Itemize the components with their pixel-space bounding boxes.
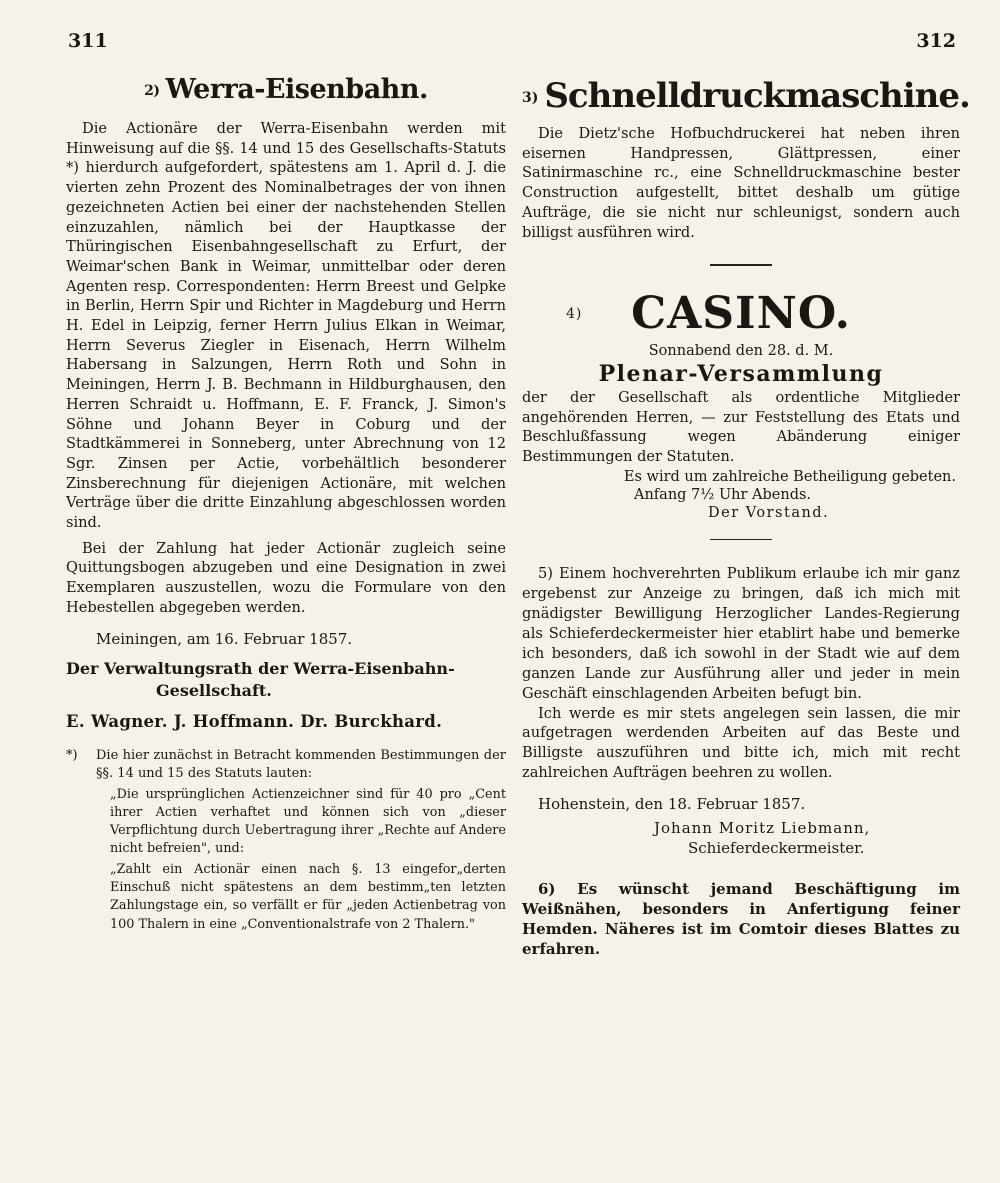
divider <box>710 539 772 540</box>
werra-number: 2) <box>144 83 160 99</box>
schnell-number: 3) <box>522 90 539 106</box>
footnote-intro: Die hier zunächst in Betracht kommenden Bestimmungen der §§. 14 und 15 des Statuts lauten: <box>96 747 506 782</box>
casino-meeting: Plenar-Versammlung <box>598 361 884 388</box>
footnote-quote-1: „Die ursprünglichen Actienzeichner sind für 40 pro „Cent ihrer Actien verhaftet und können sich von „dieser Verpflichtung durch Uebertragung ihrer „Rechte auf Andere nicht befreien", und: <box>110 786 506 857</box>
casino-body: der der Gesellschaft als ordentliche Mitglieder angehörenden Herren, — zur Feststellung des Etats und Beschlußfassung wegen Abänderung einiger Bestimmungen der Statuten. <box>522 390 960 465</box>
casino-date: Sonnabend den 28. d. M. <box>648 343 834 360</box>
ad5-paragraph-2: Ich werde es mir stets angelegen sein lassen, die mir aufgetragen werdenden Arbeiten auf das Beste und Billigste auszuführen und bitte ich, mich mit recht zahlreichen Aufträgen beehren zu wollen. <box>522 704 960 782</box>
ad6-text: 6) Es wünscht jemand Beschäftigung im Weißnähen, besonders in Anfertigung feiner Hemden. Näheres ist im Comtoir dieses Blattes zu erfahren. <box>522 880 960 959</box>
ad5-signature-title: Schieferdeckermeister. <box>688 839 865 858</box>
ad5-paragraph-1: 5) Einem hochverehrten Publikum erlaube ich mir ganz ergebenst zur Anzeige zu bringen, daß ich mich mit gnädigster Bewilligung Herzoglicher Landes-Regierung als Schieferdeckermeister hier etablirt habe und bemerke ich besonders, daß ich sowohl in der Stadt wie auf dem ganzen Lande zur Ausführung aller und jeder in mein Geschäft einschlagenden Arbeiten befugt bin. <box>522 565 960 702</box>
page-number-left: 311 <box>68 30 108 52</box>
werra-title: Werra-Eisenbahn. <box>165 74 428 105</box>
council-line-2: Gesellschaft. <box>156 680 272 700</box>
casino-number: 4) <box>566 306 583 323</box>
schnell-body: Die Dietz'sche Hofbuchdruckerei hat neben ihren eisernen Handpressen, Glättpressen, einer Satinirmaschine rc., eine Schnelldruckmaschine bester Construction aufgestellt, bittet deshalb um gütige Aufträge, die sie nicht nur schleunigst, sondern auch billigst ausführen wird. <box>522 125 960 241</box>
werra-signers: E. Wagner. J. Hoffmann. Dr. Burckhard. <box>66 711 443 731</box>
werra-paragraph-2: Bei der Zahlung hat jeder Actionär zugleich seine Quittungsbogen abzugeben und eine Designation in zwei Exemplaren auszustellen, wozu die Formulare von den Hebestellen abgegeben werden. <box>66 539 506 616</box>
werra-council <box>66 658 506 702</box>
ad5-signature-name: Johann Moritz Liebmann, <box>654 819 871 838</box>
casino-title: CASINO. <box>631 288 851 340</box>
council-line-1: Der Verwaltungsrath der Werra-Eisenbahn- <box>66 658 455 678</box>
werra-date-line: Meiningen, am 16. Februar 1857. <box>96 629 353 648</box>
werra-paragraph-1: Die Actionäre der Werra-Eisenbahn werden mit Hinweisung auf die §§. 14 und 15 des Gesellschafts-Statuts *) hierdurch aufgefordert, spätestens am 1. April d. J. die vierten zehn Prozent des Nominalbetrages der von ihnen gezeichneten Actien bei einer der nachstehenden Stellen einzuzahlen, nämlich bei der Hauptkasse der Thüringischen Eisenbahngesellschaft zu Erfurt, der Weimar'schen Bank in Weimar, unmittelbar oder deren Agenten resp. Correspondenten: Herrn Breest und Gelpke in Berlin, Herrn Spir und Richter in Magdeburg und Herrn H. Edel in Leipzig, ferner Herrn Julius Elkan in Weimar, Herrn Severus Ziegler in Eisenach, Herrn Wilhelm Habersang in Salzungen, Herrn Roth und Sohn in Meiningen, Herrn J. B. Bechmann in Hildburghausen, den Herren Schraidt u. Hoffmann, E. F. Franck, J. Simon's Söhne und Johann Beyer in Coburg und der Stadtkämmerei in Sonneberg, unter Abrechnung von 12 Sgr. Zinsen per Actie, vorbehältlich besonderer Zinsberechnung für diejenigen Actionäre, mit welchen Verträge über die dritte Einzahlung abgeschlossen worden sind. <box>66 120 506 532</box>
werra-heading <box>66 74 506 105</box>
footnote-quote-2: „Zahlt ein Actionär einen nach §. 13 eingefor„derten Einschuß nicht spätestens an dem bestimm„ten letzten Zahlungstage ein, so verfällt er für „jeden Actienbetrag von 100 Thalern in eine „Conventionalstrafe von 2 Thalern." <box>110 861 506 932</box>
casino-start: Anfang 7½ Uhr Abends. <box>634 487 812 504</box>
right-column <box>522 70 970 959</box>
casino-board: Der Vorstand. <box>708 505 830 522</box>
schnell-heading <box>522 76 970 116</box>
schnell-title: Schnelldruckmaschine. <box>544 76 970 116</box>
casino-invite: Es wird um zahlreiche Betheiligung gebeten. <box>623 469 956 486</box>
page-number-right: 312 <box>916 30 956 52</box>
divider <box>710 264 772 266</box>
footnote-mark: *) <box>66 747 78 763</box>
casino-heading <box>522 288 960 339</box>
left-column <box>66 70 506 934</box>
werra-footnote <box>66 747 506 934</box>
ad5-date: Hohenstein, den 18. Februar 1857. <box>538 795 806 814</box>
